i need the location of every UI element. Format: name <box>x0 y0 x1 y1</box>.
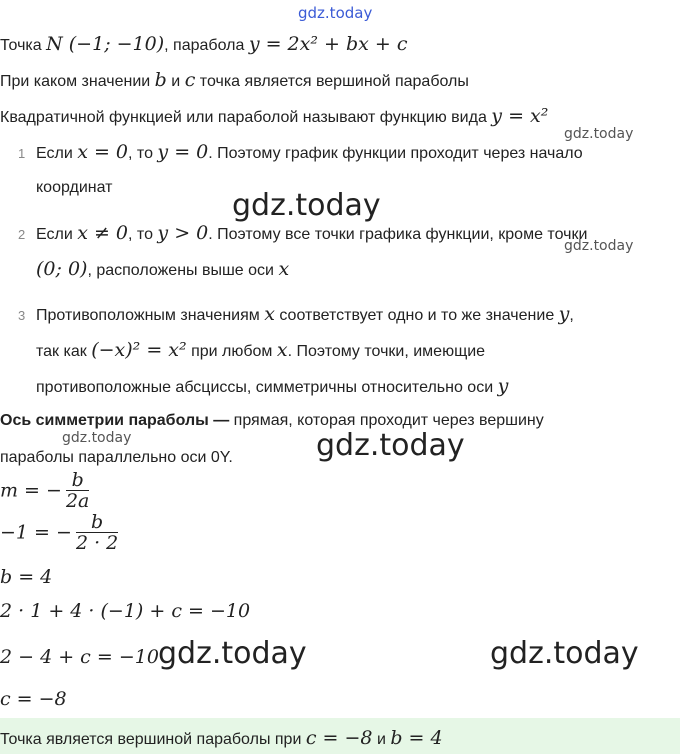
watermark-large: gdz.today <box>232 188 381 223</box>
point-n: N (−1; −10) <box>46 33 165 55</box>
text: , то <box>128 145 153 162</box>
text: Точка является вершиной параболы при <box>0 731 302 748</box>
text: . Поэтому точки, имеющие <box>287 343 486 360</box>
list-number: 3 <box>18 308 26 323</box>
term: Ось симметрии параболы — <box>0 412 230 429</box>
math: b = 4 <box>390 727 443 749</box>
numerator: b <box>66 470 89 491</box>
text: Квадратичной функцией или параболой называют функцию вида <box>0 109 487 126</box>
text: Если <box>36 145 73 162</box>
watermark-large: gdz.today <box>316 428 465 463</box>
fraction <box>76 512 118 553</box>
denominator: 2a <box>65 490 90 510</box>
math: x ≠ 0 <box>77 222 129 244</box>
text: Противоположным значениям <box>36 307 260 324</box>
text: противоположные абсциссы, симметричны относительно оси <box>36 379 494 396</box>
text: и <box>171 73 181 90</box>
equation-4: 2 · 1 + 4 · (−1) + c = −10 <box>0 600 251 622</box>
text: Если <box>36 226 73 243</box>
text: точка является вершиной параболы <box>199 73 469 90</box>
list-number: 1 <box>18 146 26 161</box>
var-b: b <box>154 69 167 91</box>
equation-6: c = −8 <box>0 688 67 710</box>
math: x <box>264 303 275 325</box>
equation-3: b = 4 <box>0 566 53 588</box>
fraction <box>66 470 89 510</box>
definition-line <box>0 106 548 128</box>
watermark-small: gdz.today <box>564 126 634 142</box>
list-item-1-line-2 <box>36 178 113 198</box>
text: координат <box>36 179 113 196</box>
list-item-3-line-2 <box>36 340 485 362</box>
math: y <box>497 375 509 397</box>
text: Точка <box>0 37 42 54</box>
text: . Поэтому все точки графика функции, кроме точки <box>208 226 588 243</box>
axis-definition-line-2: параболы параллельно оси 0Y. <box>0 449 233 466</box>
math: x = 0 <box>77 141 129 163</box>
denominator: 2 · 2 <box>75 532 119 554</box>
math: (0; 0) <box>36 258 88 280</box>
equation-5: 2 − 4 + c = −10 <box>0 646 159 668</box>
formula-quadratic: y = x² <box>491 105 549 127</box>
eq-lhs: −1 = − <box>0 521 72 544</box>
list-item-3-line-3 <box>36 376 508 398</box>
math: c = −8 <box>305 727 373 749</box>
list-item-2-line-1 <box>36 223 587 245</box>
math: (−x)² = x² <box>91 339 187 361</box>
math: y <box>558 303 570 325</box>
var-c: c <box>184 69 196 91</box>
watermark-small: gdz.today <box>62 430 132 446</box>
equation-1 <box>0 470 89 510</box>
text: , парабола <box>164 37 245 54</box>
problem-line-2 <box>0 70 469 92</box>
list-item-3-line-1 <box>36 304 574 326</box>
problem-line-1 <box>0 34 407 56</box>
watermark-large: gdz.today <box>158 636 307 671</box>
math: x <box>276 339 288 361</box>
math: y = 0 <box>157 141 209 163</box>
watermark-large: gdz.today <box>490 636 639 671</box>
list-item-2-line-2 <box>36 259 289 281</box>
equation-2 <box>0 512 118 558</box>
watermark-small: gdz.today <box>564 238 634 254</box>
text: прямая, которая проходит через вершину <box>229 412 544 429</box>
text: . Поэтому график функции проходит через начало <box>208 145 583 162</box>
math: y > 0 <box>157 222 209 244</box>
text: соответствует одно и то же значение <box>279 307 555 324</box>
numerator: b <box>76 512 118 533</box>
text: и <box>376 731 386 748</box>
text: , то <box>128 226 153 243</box>
list-number: 2 <box>18 227 26 242</box>
text: При каком значении <box>0 73 151 90</box>
answer-line <box>0 728 443 750</box>
eq-lhs: m = − <box>0 479 62 502</box>
text: , расположены выше оси <box>87 262 274 279</box>
text: так как <box>36 343 87 360</box>
parabola-formula: y = 2x² + bx + c <box>248 33 408 55</box>
math: x <box>278 258 290 280</box>
watermark-top: gdz.today <box>298 4 373 22</box>
text: при любом <box>191 343 273 360</box>
text: , <box>569 307 574 324</box>
list-item-1-line-1 <box>36 142 583 164</box>
